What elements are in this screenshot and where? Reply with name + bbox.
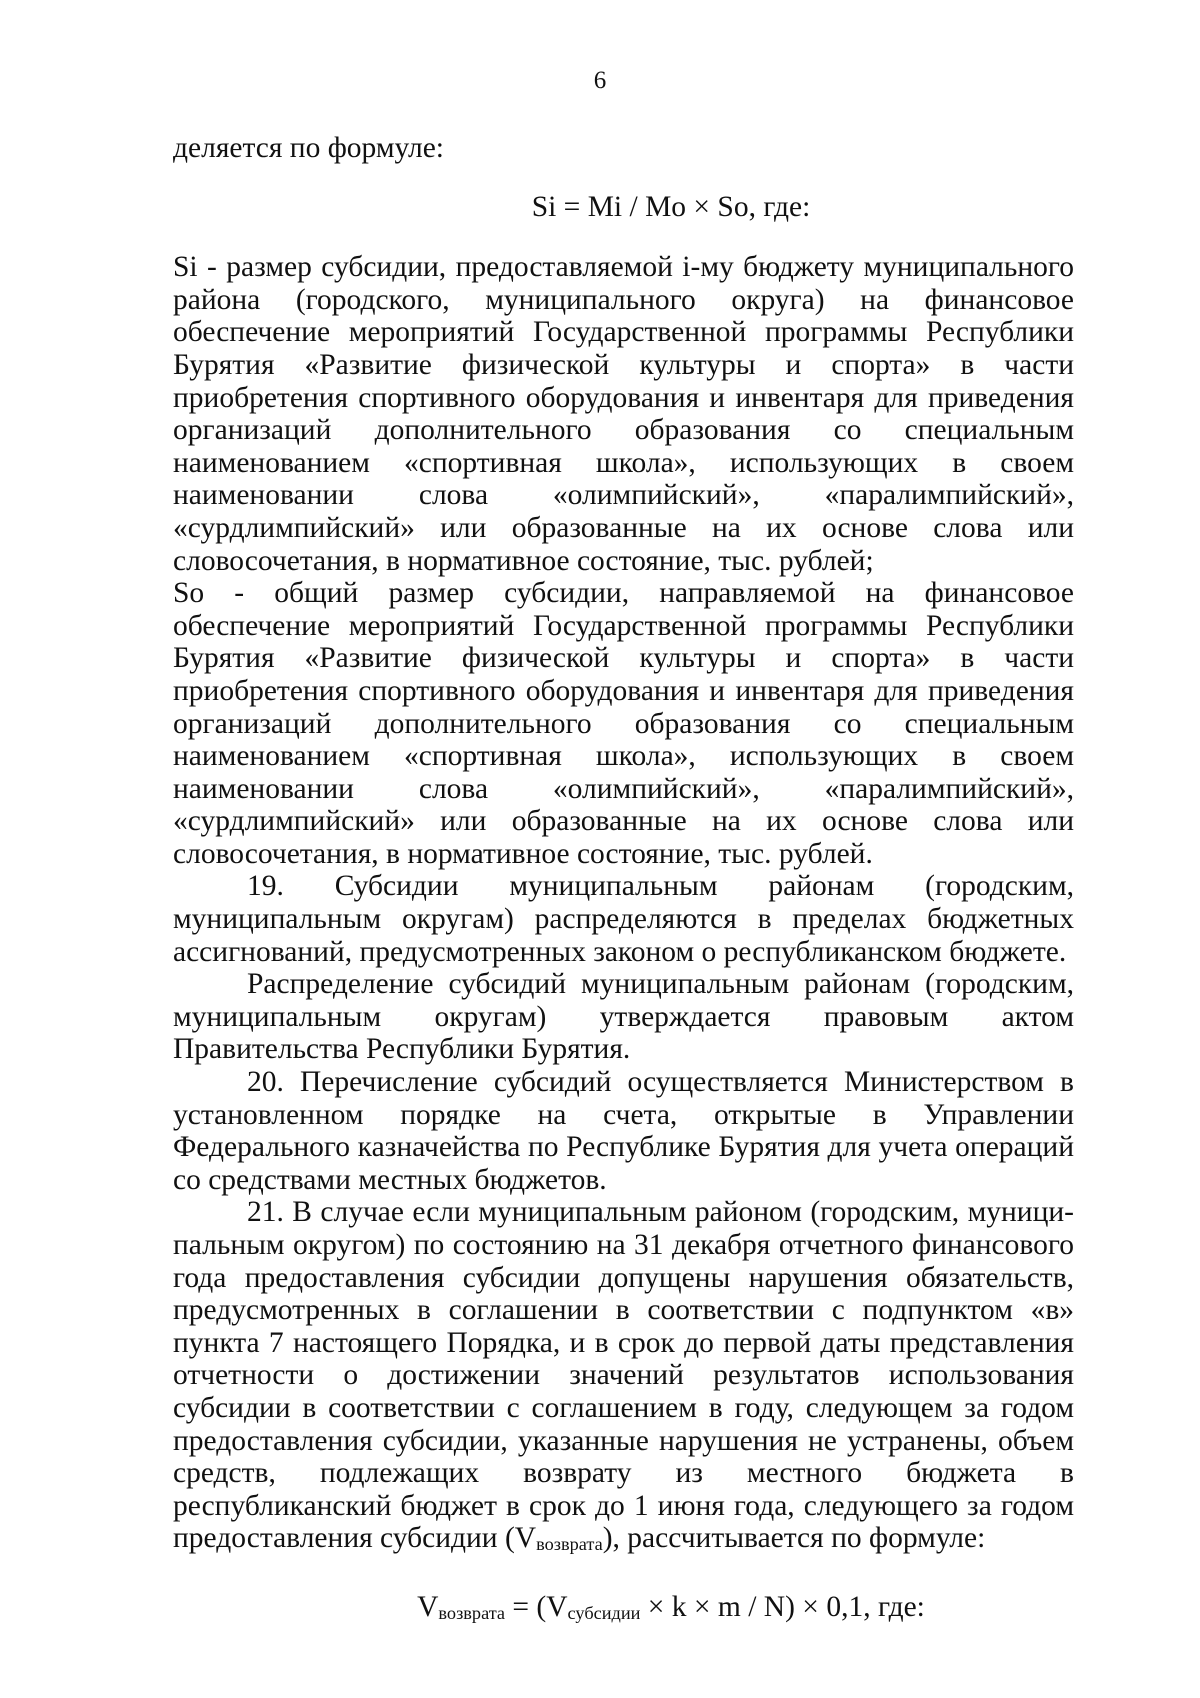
item-21-tail: ), рассчитывается по формуле: [602, 1522, 986, 1555]
formula2-v: V [417, 1590, 439, 1623]
formula2-mid1: = (V [505, 1590, 568, 1623]
paragraph-item-21 [173, 1196, 1074, 1555]
paragraph-so-definition: So - общий размер субсидии, направляемой на финансовое обеспечение мероприятий Государственной программы Республики Бурятия «Развитие физической культуры и спорта» в части приобретения спортивного оборудования и инвентаря для приведения организаций дополнительного образования со специальным наименованием «спортивная школа», использующих в своем наименовании слова «олимпийский», «паралимпийский», «сурдлимпийский» или образованные на их основе слова или словосочетания, в нормативное состояние, тыс. рублей. [173, 577, 1074, 870]
paragraph-distribution: Распределение субсидий муниципальным районам (городским, муниципальным округам) утверждается правовым актом Правительства Республики Бурятия. [173, 968, 1074, 1066]
formula-return-volume [173, 1591, 1074, 1624]
paragraph-si-definition: Si - размер субсидии, предоставляемой i-му бюджету муниципального района (городского, муниципального округа) на финансовое обеспечение мероприятий Государственной программы Республики Бурятия «Развитие физической культуры и спорта» в части приобретения спортивного оборудования и инвентаря для приведения организаций дополнительного образования со специальным наименованием «спортивная школа», использующих в своем наименовании слова «олимпийский», «паралимпийский», «сурдлимпийский» или образованные на их основе слова или словосочетания, в нормативное состояние, тыс. рублей; [173, 251, 1074, 577]
formula2-mid2: × k × m / N) × 0,1, где: [640, 1590, 925, 1623]
paragraph-intro: деляется по формуле: [173, 132, 444, 164]
item-21-subscript: возврата [536, 1534, 603, 1555]
page-number: 6 [593, 67, 607, 94]
formula2-sub-return: возврата [438, 1602, 506, 1623]
formula2-sub-subsidy: субсидии [567, 1602, 641, 1623]
paragraph-item-19: 19. Субсидии муниципальным районам (городским, муниципальным округам) распределяются в пределах бюджетных ассигнований, предусмотренных законом о республиканском бюджете. [173, 870, 1074, 968]
document-body [173, 132, 1074, 1652]
item-21-text: 21. В случае если муниципальным районом (городским, муниципальным округом) по состоянию на 31 декабря отчетного финансового года предоставления субсидии допущены нарушения обязательств, предусмотренных в соглашении в соответствии с подпунктом «в» пункта 7 настоящего Порядка, и в срок до первой даты представления отчетности о достижении значений результатов использования субсидии в соответствии с соглашением в году, следующем за годом предоставления субсидии, указанные нарушения не устранены, объем средств, подлежащих возврату из местного бюджета в республиканский бюджет в срок до 1 июня года, следующего за годом предоставления субсидии (V [173, 1196, 1074, 1555]
formula-subsidy-size: Si = Mi / Mo × So, где: [531, 190, 811, 223]
paragraph-item-20: 20. Перечисление субсидий осуществляется Министерством в установленном порядке на счета, открытые в Управлении Федерального казначейства по Республике Бурятия для учета операций со средствами местных бюджетов. [173, 1066, 1074, 1196]
